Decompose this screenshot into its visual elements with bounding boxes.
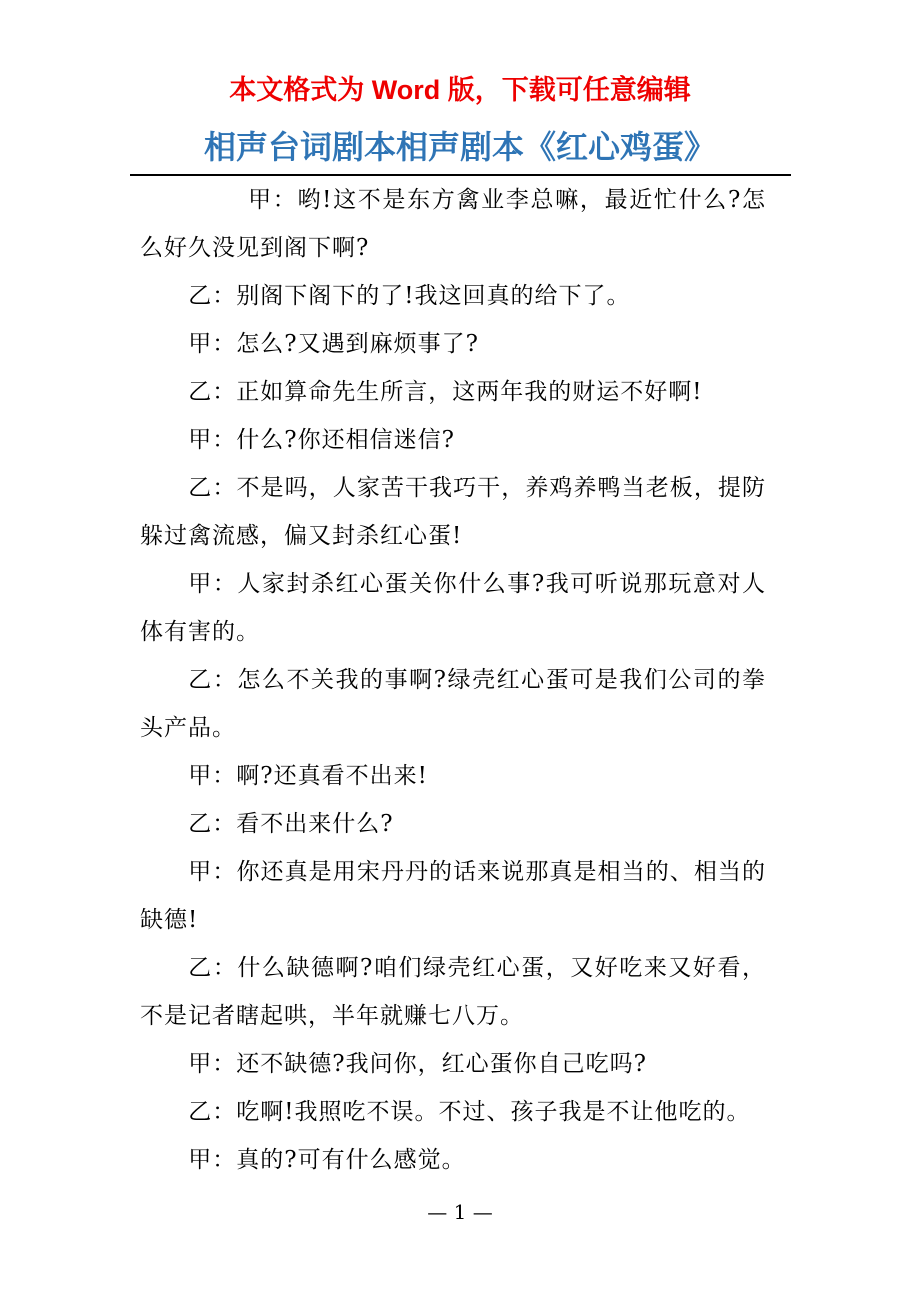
dialogue-paragraph: 甲：啊?还真看不出来!	[188, 763, 428, 789]
document-title: 相声台词剧本相声剧本《红心鸡蛋》	[203, 128, 716, 166]
dialogue-paragraph: 甲：真的?可有什么感觉。	[188, 1147, 466, 1173]
dialogue-paragraph: 甲：什么?你还相信迷信?	[188, 427, 455, 453]
download-notice: 本文格式为 Word 版，下载可任意编辑	[229, 75, 691, 105]
dialogue-paragraph: 甲：哟!这不是东方禽业李总嘛，最近忙什么?怎么好久没见到阁下啊?	[140, 187, 766, 261]
dialogue-paragraph: 乙：怎么不关我的事啊?绿壳红心蛋可是我们公司的拳头产品。	[140, 667, 766, 741]
document-body	[140, 176, 766, 1184]
dialogue-paragraph: 甲：人家封杀红心蛋关你什么事?我可听说那玩意对人体有害的。	[140, 571, 766, 645]
dialogue-paragraph: 乙：什么缺德啊?咱们绿壳红心蛋，又好吃来又好看，不是记者瞎起哄，半年就赚七八万。	[140, 955, 766, 1029]
dialogue-paragraph: 甲：你还真是用宋丹丹的话来说那真是相当的、相当的缺德!	[140, 859, 766, 933]
dialogue-paragraph: 乙：看不出来什么?	[188, 811, 394, 837]
page-number: — 1 —	[427, 1200, 493, 1224]
dialogue-paragraph: 乙：别阁下阁下的了!我这回真的给下了。	[188, 283, 631, 309]
dialogue-paragraph: 甲：怎么?又遇到麻烦事了?	[188, 331, 479, 357]
dialogue-paragraph: 乙：正如算命先生所言，这两年我的财运不好啊!	[188, 379, 703, 405]
dialogue-paragraph: 乙：不是吗，人家苦干我巧干，养鸡养鸭当老板，提防躲过禽流感，偏又封杀红心蛋!	[140, 475, 766, 549]
dialogue-paragraph: 甲：还不缺德?我问你，红心蛋你自己吃吗?	[188, 1051, 647, 1077]
dialogue-paragraph: 乙：吃啊!我照吃不误。不过、孩子我是不让他吃的。	[188, 1099, 751, 1125]
